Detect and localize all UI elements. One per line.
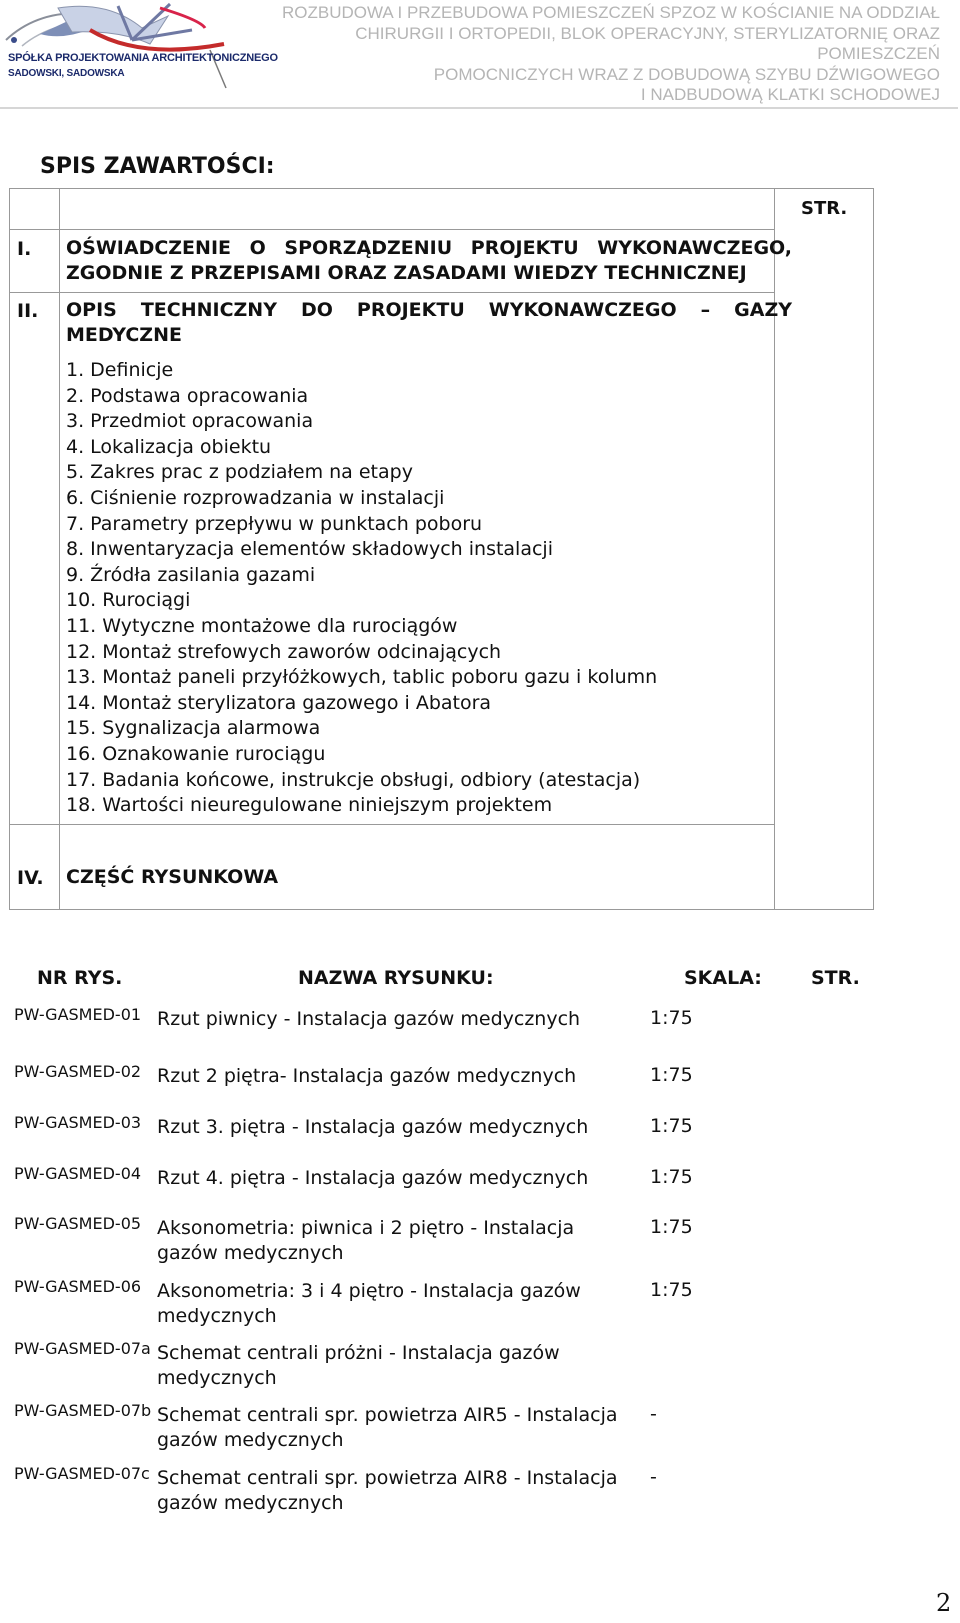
toc-subsection-item: 4. Lokalizacja obiektu: [66, 435, 272, 458]
drawing-scale: 1:75: [650, 1166, 693, 1188]
toc-subsection-item: 16. Oznakowanie rurociągu: [66, 742, 326, 765]
logo-owners: SADOWSKI, SADOWSKA: [8, 68, 125, 79]
drawing-name: Rzut 4. piętra - Instalacja gazów medycznych: [157, 1167, 589, 1189]
drawing-number: PW-GASMED-07b: [14, 1401, 152, 1420]
drawing-name: Rzut 3. piętra - Instalacja gazów medycznych: [157, 1116, 589, 1138]
page-number: 2: [936, 1589, 952, 1617]
drawing-scale-header: SKALA:: [684, 967, 762, 989]
drawing-number: PW-GASMED-07a: [14, 1339, 151, 1358]
drawing-scale: 1:75: [650, 1064, 693, 1086]
toc-column-divider: [774, 189, 775, 909]
toc-subsection-item: 14. Montaż sterylizatora gazowego i Abatora: [66, 691, 492, 714]
drawing-number: PW-GASMED-07c: [14, 1464, 150, 1483]
drawing-number: PW-GASMED-03: [14, 1113, 142, 1132]
toc-subsection-item: 1. Definicje: [66, 359, 174, 381]
drawing-page-header: STR.: [811, 967, 860, 989]
toc-subsection-item: 15. Sygnalizacja alarmowa: [66, 717, 321, 740]
logo-company-name: SPÓŁKA PROJEKTOWANIA ARCHITEKTONICZNEGO: [8, 52, 278, 64]
project-title-line: ROZBUDOWA I PRZEBUDOWA POMIESZCZEŃ SPZOZ W KOŚCIANIE NA ODDZIAŁ: [281, 3, 940, 22]
toc-subsection-item: 3. Przedmiot opracowania: [66, 410, 314, 433]
toc-subsection-item: 8. Inwentaryzacja elementów składowych instalacji: [66, 538, 553, 561]
toc-subsection-item: 12. Montaż strefowych zaworów odcinających: [66, 640, 502, 663]
drawing-name: Aksonometria: piwnica i 2 piętro - Instalacja gazów medycznych: [157, 1217, 575, 1264]
project-title-line: I NADBUDOWĄ KLATKI SCHODOWEJ: [640, 85, 940, 104]
drawing-name: Schemat centrali spr. powietrza AIR5 - Instalacja gazów medycznych: [157, 1404, 618, 1451]
drawing-scale: 1:75: [650, 1115, 693, 1137]
toc-page-column-header: STR.: [801, 198, 848, 219]
project-title-line: CHIRURGII I ORTOPEDII, BLOK OPERACYJNY, STERYLIZATORNIĘ ORAZ POMIESZCZEŃ: [355, 23, 940, 63]
toc-row-divider: [10, 292, 774, 293]
drawing-number: PW-GASMED-02: [14, 1062, 142, 1081]
drawing-number: PW-GASMED-04: [14, 1164, 142, 1183]
toc-section-title: [66, 298, 792, 348]
drawing-name: Schemat centrali próżni - Instalacja gazów medycznych: [157, 1342, 560, 1389]
drawing-number: PW-GASMED-06: [14, 1277, 142, 1296]
toc-heading: SPIS ZAWARTOŚCI:: [40, 154, 275, 179]
logo-graphic-icon: [0, 0, 240, 95]
toc-section-title-line: CZĘŚĆ RYSUNKOWA: [66, 866, 279, 888]
toc-subsection-item: 17. Badania końcowe, instrukcje obsługi, odbiory (atestacja): [66, 768, 641, 791]
drawing-name-header: NAZWA RYSUNKU:: [298, 967, 494, 989]
toc-row-divider: [10, 229, 774, 230]
drawing-scale: -: [650, 1466, 657, 1488]
drawing-name: Aksonometria: 3 i 4 piętro - Instalacja gazów medycznych: [157, 1280, 581, 1327]
toc-row-divider: [10, 824, 774, 825]
toc-subsection-list: [66, 358, 657, 819]
page-header: [0, 0, 960, 108]
toc-section-number: I.: [17, 238, 32, 260]
toc-subsection-item: 7. Parametry przepływu w punktach poboru: [66, 512, 483, 535]
project-title: [260, 3, 940, 106]
drawing-scale: 1:75: [650, 1007, 693, 1029]
drawing-scale: 1:75: [650, 1216, 693, 1238]
project-title-line: POMOCNICZYCH WRAZ Z DOBUDOWĄ SZYBU DŹWIGOWEGO: [433, 64, 940, 84]
toc-subsection-item: 6. Ciśnienie rozprowadzania w instalacji: [66, 486, 445, 509]
drawing-number: PW-GASMED-05: [14, 1214, 142, 1233]
company-logo: [0, 0, 278, 95]
toc-subsection-item: 5. Zakres prac z podziałem na etapy: [66, 461, 413, 484]
toc-column-divider: [59, 189, 60, 909]
drawing-number: PW-GASMED-01: [14, 1005, 142, 1024]
toc-subsection-item: 2. Podstawa opracowania: [66, 384, 309, 407]
drawing-name: Rzut piwnicy - Instalacja gazów medycznych: [157, 1008, 581, 1030]
toc-subsection-item: 18. Wartości nieuregulowane niniejszym projektem: [66, 794, 553, 817]
toc-section-number: II.: [17, 300, 39, 322]
drawing-scale: 1:75: [650, 1279, 693, 1301]
toc-section-title: [66, 236, 792, 286]
drawing-number-header: NR RYS.: [37, 967, 123, 989]
toc-section-title-line: OŚWIADCZENIE O SPORZĄDZENIU PROJEKTU WYKONAWCZEGO,: [66, 237, 792, 259]
toc-subsection-item: 9. Źródła zasilania gazami: [66, 563, 316, 586]
toc-section-number: IV.: [17, 867, 44, 889]
toc-section-title-line: ZGODNIE Z PRZEPISAMI ORAZ ZASADAMI WIEDZY TECHNICZNEJ: [66, 262, 747, 284]
toc-section-title-line: MEDYCZNE: [66, 324, 182, 346]
drawing-name: Rzut 2 piętra- Instalacja gazów medycznych: [157, 1065, 577, 1087]
toc-subsection-item: 10. Rurociągi: [66, 589, 191, 612]
drawing-scale: -: [650, 1403, 657, 1425]
header-divider: [0, 107, 958, 109]
toc-section-title-line: OPIS TECHNICZNY DO PROJEKTU WYKONAWCZEGO – GAZY: [66, 299, 792, 321]
toc-section-title: [66, 865, 792, 890]
toc-subsection-item: 13. Montaż paneli przyłóżkowych, tablic poboru gazu i kolumn: [66, 666, 658, 689]
toc-subsection-item: 11. Wytyczne montażowe dla rurociągów: [66, 614, 458, 637]
drawing-name: Schemat centrali spr. powietrza AIR8 - Instalacja gazów medycznych: [157, 1467, 618, 1514]
